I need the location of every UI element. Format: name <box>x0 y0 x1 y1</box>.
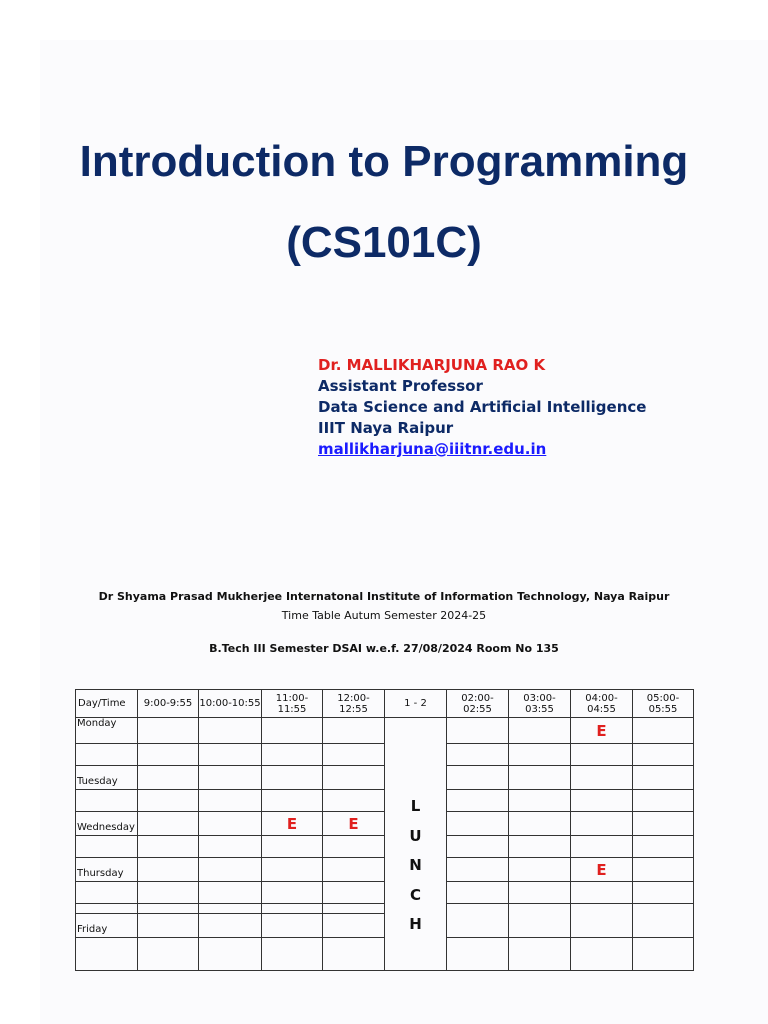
header-cell: Day/Time <box>76 690 138 718</box>
course-title: Introduction to Programming <box>79 137 689 186</box>
day-label-friday: Friday <box>76 914 138 938</box>
elective-mark: E <box>323 812 385 836</box>
header-cell: 9:00-9:55 <box>138 690 199 718</box>
lunch-letter: C <box>409 885 421 904</box>
author-department: Data Science and Artificial Intelligence <box>318 398 647 416</box>
lunch-letter: U <box>409 826 422 845</box>
timetable <box>75 689 694 971</box>
day-label-monday: Monday <box>76 718 138 744</box>
elective-mark: E <box>262 812 323 836</box>
header-cell: 11:00-11:55 <box>262 690 323 718</box>
lunch-letter: L <box>410 797 421 815</box>
elective-mark: E <box>571 718 633 744</box>
institute-name: Dr Shyama Prasad Mukherjee Internatonal Institute of Information Technology, Naya Raipur <box>98 590 670 603</box>
semester-info: B.Tech III Semester DSAI w.e.f. 27/08/2024 Room No 135 <box>209 642 559 655</box>
table-row <box>76 718 694 744</box>
elective-mark: E <box>571 858 633 882</box>
author-name: Dr. MALLIKHARJUNA RAO K <box>318 356 546 374</box>
lunch-letter: N <box>409 856 422 874</box>
header-cell: 05:00-05:55 <box>633 690 694 718</box>
author-institute: IIIT Naya Raipur <box>318 419 454 437</box>
course-code: (CS101C) <box>286 218 482 267</box>
author-email-link[interactable]: mallikharjuna@iiitnr.edu.in <box>318 440 547 458</box>
header-cell: 12:00-12:55 <box>323 690 385 718</box>
header-cell: 03:00-03:55 <box>509 690 571 718</box>
timetable-title: Time Table Autum Semester 2024-25 <box>281 609 487 622</box>
header-cell: 04:00-04:55 <box>571 690 633 718</box>
day-label-wednesday: Wednesday <box>76 812 138 836</box>
timetable-header-row <box>76 690 694 718</box>
header-cell: 10:00-10:55 <box>199 690 262 718</box>
header-cell: 1 - 2 <box>385 690 447 718</box>
lunch-letter: H <box>409 915 422 933</box>
lunch-column <box>385 718 447 971</box>
day-label-tuesday: Tuesday <box>76 766 138 790</box>
day-label-thursday: Thursday <box>76 858 138 882</box>
author-position: Assistant Professor <box>318 377 483 395</box>
author-block <box>318 355 646 460</box>
header-cell: 02:00-02:55 <box>447 690 509 718</box>
